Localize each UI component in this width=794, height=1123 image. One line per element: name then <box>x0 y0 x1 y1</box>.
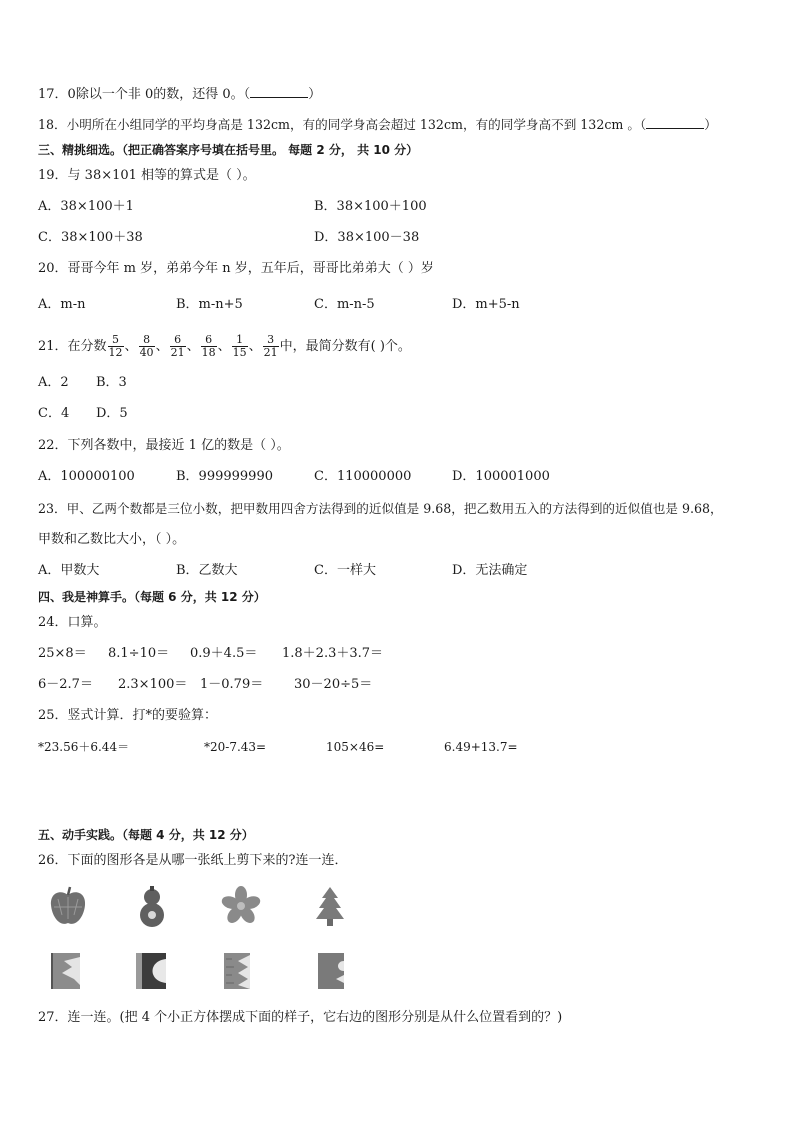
folded-paper-notch-icon[interactable] <box>316 951 346 991</box>
calc-item: 1.8＋2.3＋3.7＝ <box>282 646 384 661</box>
option-d[interactable]: D．无法确定 <box>452 563 528 578</box>
fraction: $\frac{6}{18}$ <box>201 333 216 359</box>
question-17: 17．0除以一个非 0的数，还得 0。（ ） <box>38 87 322 102</box>
question-27-stem: 27．连一连。(把 4 个小正方体摆成下面的样子，它右边的图形分别是从什么位置看到的？) <box>38 1010 563 1025</box>
fraction: $\frac{6}{21}$ <box>170 333 185 359</box>
question-19-stem: 19．与 38×101 相等的算式是（ ）。 <box>38 168 256 183</box>
section-heading-3: 三、精挑细选。（把正确答案序号填在括号里。 每题 2 分， 共 10 分） <box>38 143 419 157</box>
calc-item: 30－20÷5＝ <box>294 677 373 692</box>
apple-icon[interactable] <box>48 885 88 929</box>
option-b[interactable]: B．3 <box>96 375 127 390</box>
option-b[interactable]: B．m-n+5 <box>176 297 243 312</box>
question-24-stem: 24．口算。 <box>38 615 107 630</box>
answer-blank[interactable] <box>250 85 308 98</box>
option-c[interactable]: C．m-n-5 <box>314 297 375 312</box>
calc-item: *20-7.43= <box>204 740 267 754</box>
calc-item: 2.3×100＝ <box>118 677 188 692</box>
gourd-icon[interactable] <box>134 885 170 929</box>
option-c[interactable]: C．一样大 <box>314 563 376 578</box>
option-a[interactable]: A．38×100＋1 <box>38 199 134 214</box>
fraction: $\frac{1}{15}$ <box>232 333 247 359</box>
folded-paper-c-icon[interactable] <box>134 951 168 991</box>
calc-item: 6－2.7＝ <box>38 677 93 692</box>
question-26-stem: 26．下面的图形各是从哪一张纸上剪下来的?连一连． <box>38 853 348 868</box>
question-17-text: 17．0除以一个非 0的数，还得 0。（ <box>38 87 251 102</box>
calc-item: *23.56＋6.44＝ <box>38 740 130 754</box>
fraction: $\frac{5}{12}$ <box>108 333 123 359</box>
option-a[interactable]: A．2 <box>38 375 69 390</box>
question-21-stem: 21．在分数 $\frac{5}{12}$ 、 $\frac{8}{40}$ 、 $\frac{6}{21}$ 、 $\frac{6}{18}$ 、 $\frac{1}{15}$ 、 $\frac{3}{21}$ 中，最简分数有( )个。 <box>38 333 411 359</box>
question-23-line-1: 23．甲、乙两个数都是三位小数，把甲数用四舍方法得到的近似值是 9.68，把乙数用五入的方法得到的近似值也是 9.68， <box>38 501 723 516</box>
calc-item: 105×46= <box>326 740 385 754</box>
option-d[interactable]: D．m+5-n <box>452 297 520 312</box>
option-c[interactable]: C．38×100＋38 <box>38 230 143 245</box>
option-d[interactable]: D．38×100－38 <box>314 230 420 245</box>
flower-icon[interactable] <box>220 885 262 927</box>
option-d[interactable]: D．100001000 <box>452 469 550 484</box>
section-heading-5: 五、动手实践。（每题 4 分，共 12 分） <box>38 828 254 842</box>
calc-item: 25×8＝ <box>38 646 87 661</box>
option-a[interactable]: A．100000100 <box>38 469 135 484</box>
answer-blank[interactable] <box>646 116 704 129</box>
question-25-stem: 25．竖式计算．打*的要验算： <box>38 708 218 723</box>
fraction: $\frac{3}{21}$ <box>263 333 278 359</box>
question-23-line-2: 甲数和乙数比大小，（ ）。 <box>38 532 186 547</box>
fraction: $\frac{8}{40}$ <box>139 333 154 359</box>
question-22-stem: 22．下列各数中，最接近 1 亿的数是（ ）。 <box>38 438 290 453</box>
option-c[interactable]: C．110000000 <box>314 469 412 484</box>
pine-tree-icon[interactable] <box>314 885 346 927</box>
calc-item: 8.1÷10＝ <box>108 646 170 661</box>
section-heading-4: 四、我是神算手。（每题 6 分，共 12 分） <box>38 590 266 604</box>
option-d[interactable]: D．5 <box>96 406 128 421</box>
question-18-text: 18．小明所在小组同学的平均身高是 132cm，有的同学身高会超过 132cm，有的同学身高不到 132cm 。（ <box>38 117 647 132</box>
calc-item: 0.9＋4.5＝ <box>190 646 258 661</box>
folded-paper-e-icon[interactable] <box>50 951 82 991</box>
option-a[interactable]: A．m-n <box>38 297 86 312</box>
folded-paper-zigzag-icon[interactable] <box>222 951 252 991</box>
calc-item: 6.49+13.7= <box>444 740 518 754</box>
option-c[interactable]: C．4 <box>38 406 70 421</box>
question-18: 18．小明所在小组同学的平均身高是 132cm，有的同学身高会超过 132cm，有的同学身高不到 132cm 。（ ） <box>38 117 717 132</box>
option-b[interactable]: B．999999990 <box>176 469 273 484</box>
option-b[interactable]: B．38×100＋100 <box>314 199 427 214</box>
option-a[interactable]: A．甲数大 <box>38 563 100 578</box>
option-b[interactable]: B．乙数大 <box>176 563 238 578</box>
question-20-stem: 20．哥哥今年 m 岁，弟弟今年 n 岁，五年后，哥哥比弟弟大（ ）岁 <box>38 261 434 276</box>
calc-item: 1－0.79＝ <box>200 677 264 692</box>
